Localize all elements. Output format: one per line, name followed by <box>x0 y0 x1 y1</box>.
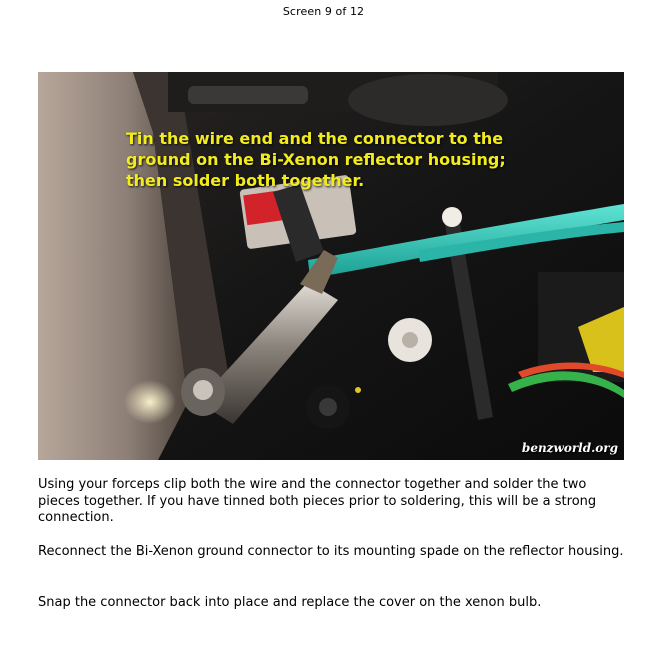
caption-line-3: then solder both together. <box>126 171 365 190</box>
caption-line-2: ground on the Bi-Xenon reflector housing; <box>126 150 506 169</box>
instruction-paragraph-2: Reconnect the Bi-Xenon ground connector to its mounting spade on the reflector housing. <box>38 544 624 559</box>
watermark: benzworld.org <box>521 441 618 455</box>
instruction-paragraph-3: Snap the connector back into place and replace the cover on the xenon bulb. <box>38 595 542 610</box>
screen-counter: Screen 9 of 12 <box>282 5 365 18</box>
instruction-photo <box>38 72 624 460</box>
photo-caption <box>126 128 596 191</box>
caption-line-1: Tin the wire end and the connector to the <box>126 129 504 148</box>
instruction-paragraph-1: Using your forceps clip both the wire and the connector together and solder the two pieces together. If you have tinned both pieces prior to soldering, this will be a strong connection. <box>38 477 597 525</box>
